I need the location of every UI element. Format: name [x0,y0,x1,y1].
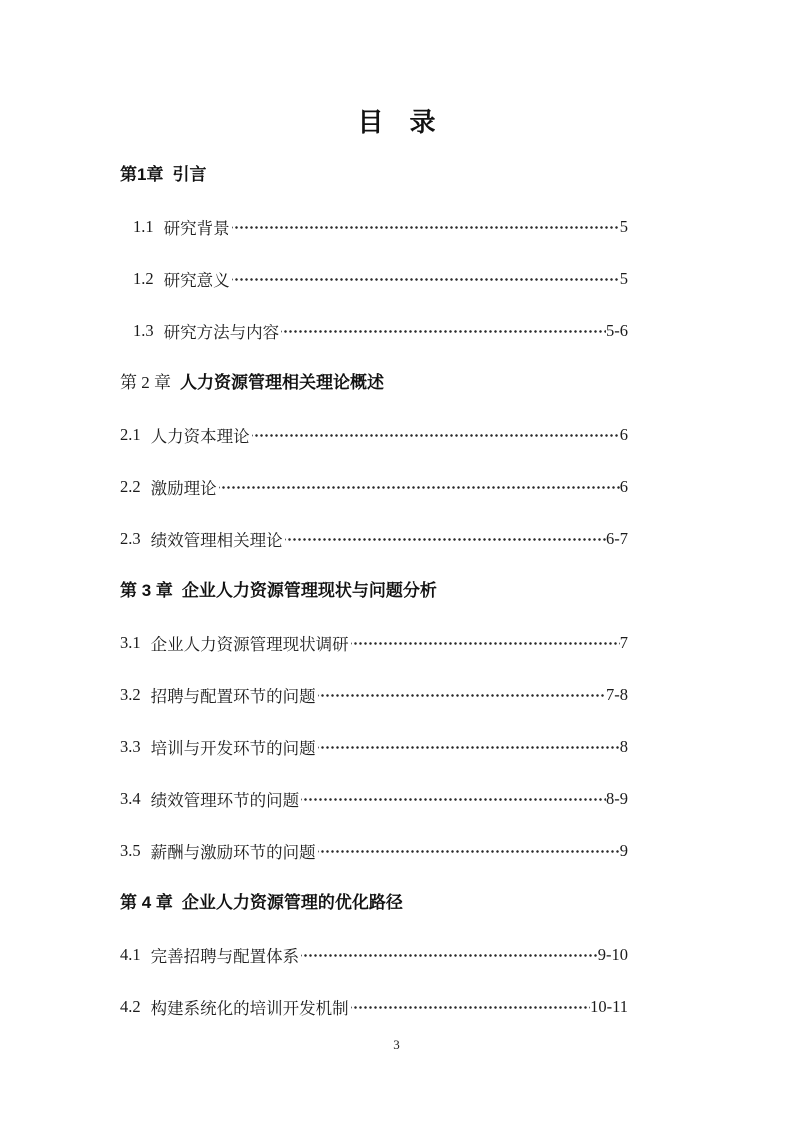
entry-page-number: 5-6 [606,321,628,340]
entry-title: 绩效管理相关理论 [150,531,283,550]
dot-leader [232,267,620,291]
entry-title: 招聘与配置环节的问题 [150,687,316,706]
entry-number: 2.3 [120,529,141,548]
toc-entry[interactable] [120,215,628,239]
entry-title: 薪酬与激励环节的问题 [150,843,316,862]
toc-entry[interactable] [120,735,628,759]
toc-entry[interactable] [120,319,628,343]
toc-entry[interactable] [120,943,628,967]
entry-page-number: 9 [619,841,628,860]
dot-leader [281,319,606,343]
dot-leader [285,527,606,551]
toc-entry[interactable] [120,423,628,447]
toc-entry[interactable] [120,683,628,707]
entry-page-number: 5 [619,217,628,236]
chapter-number: 第 4 章 [120,893,173,912]
entry-number: 2.2 [120,477,141,496]
entry-page-number: 6 [619,425,628,444]
toc-title: 目 录 [357,107,436,137]
toc-entry[interactable] [120,995,628,1019]
dot-leader [351,631,620,655]
entry-page-number: 10-11 [590,997,628,1016]
dot-leader [318,735,620,759]
entry-page-number: 8-9 [606,789,628,808]
chapter-number: 第 2 章 [120,373,171,392]
entry-title: 激励理论 [150,479,217,498]
entry-page-number: 6-7 [606,529,628,548]
chapter-number: 第1章 [120,165,164,184]
entry-number: 3.1 [120,633,141,652]
entry-page-number: 5 [619,269,628,288]
entry-title: 绩效管理环节的问题 [150,791,300,810]
entry-page-number: 7 [619,633,628,652]
toc-chapter-heading[interactable] [120,163,628,187]
entry-title: 研究方法与内容 [163,323,280,342]
toc-chapter-heading[interactable] [120,371,628,395]
dot-leader [219,475,620,499]
toc-entry[interactable] [120,631,628,655]
entry-number: 4.1 [120,945,141,964]
chapter-number: 第 3 章 [120,581,173,600]
entry-title: 研究意义 [163,271,230,290]
entry-page-number: 6 [619,477,628,496]
entry-title: 研究背景 [163,219,230,238]
entry-title: 企业人力资源管理现状调研 [150,635,349,654]
entry-number: 1.2 [133,269,154,288]
toc-entry[interactable] [120,527,628,551]
entry-number: 4.2 [120,997,141,1016]
entry-page-number: 7-8 [606,685,628,704]
entry-number: 3.3 [120,737,141,756]
dot-leader [252,423,620,447]
entry-number: 3.5 [120,841,141,860]
entry-title: 培训与开发环节的问题 [150,739,316,758]
chapter-title: 企业人力资源管理的优化路径 [181,893,403,912]
dot-leader [301,943,598,967]
dot-leader [301,787,606,811]
entry-title: 人力资本理论 [150,427,250,446]
chapter-title: 人力资源管理相关理论概述 [180,373,384,392]
toc-entry[interactable] [120,475,628,499]
entry-number: 3.2 [120,685,141,704]
entry-page-number: 8 [619,737,628,756]
page-number-footer: 3 [393,1037,400,1052]
toc-entry[interactable] [120,787,628,811]
toc-chapter-heading[interactable] [120,579,628,603]
dot-leader [232,215,620,239]
dot-leader [318,839,620,863]
entry-number: 1.1 [133,217,154,236]
entry-number: 2.1 [120,425,141,444]
entry-title: 完善招聘与配置体系 [150,947,300,966]
toc-chapter-heading[interactable] [120,891,628,915]
entry-number: 3.4 [120,789,141,808]
toc-body [120,163,628,1047]
dot-leader [318,683,606,707]
chapter-title: 引言 [172,165,207,184]
entry-title: 构建系统化的培训开发机制 [150,999,349,1018]
entry-page-number: 9-10 [597,945,628,964]
toc-entry[interactable] [120,267,628,291]
chapter-title: 企业人力资源管理现状与问题分析 [181,581,437,600]
dot-leader [351,995,590,1019]
entry-number: 1.3 [133,321,154,340]
toc-entry[interactable] [120,839,628,863]
